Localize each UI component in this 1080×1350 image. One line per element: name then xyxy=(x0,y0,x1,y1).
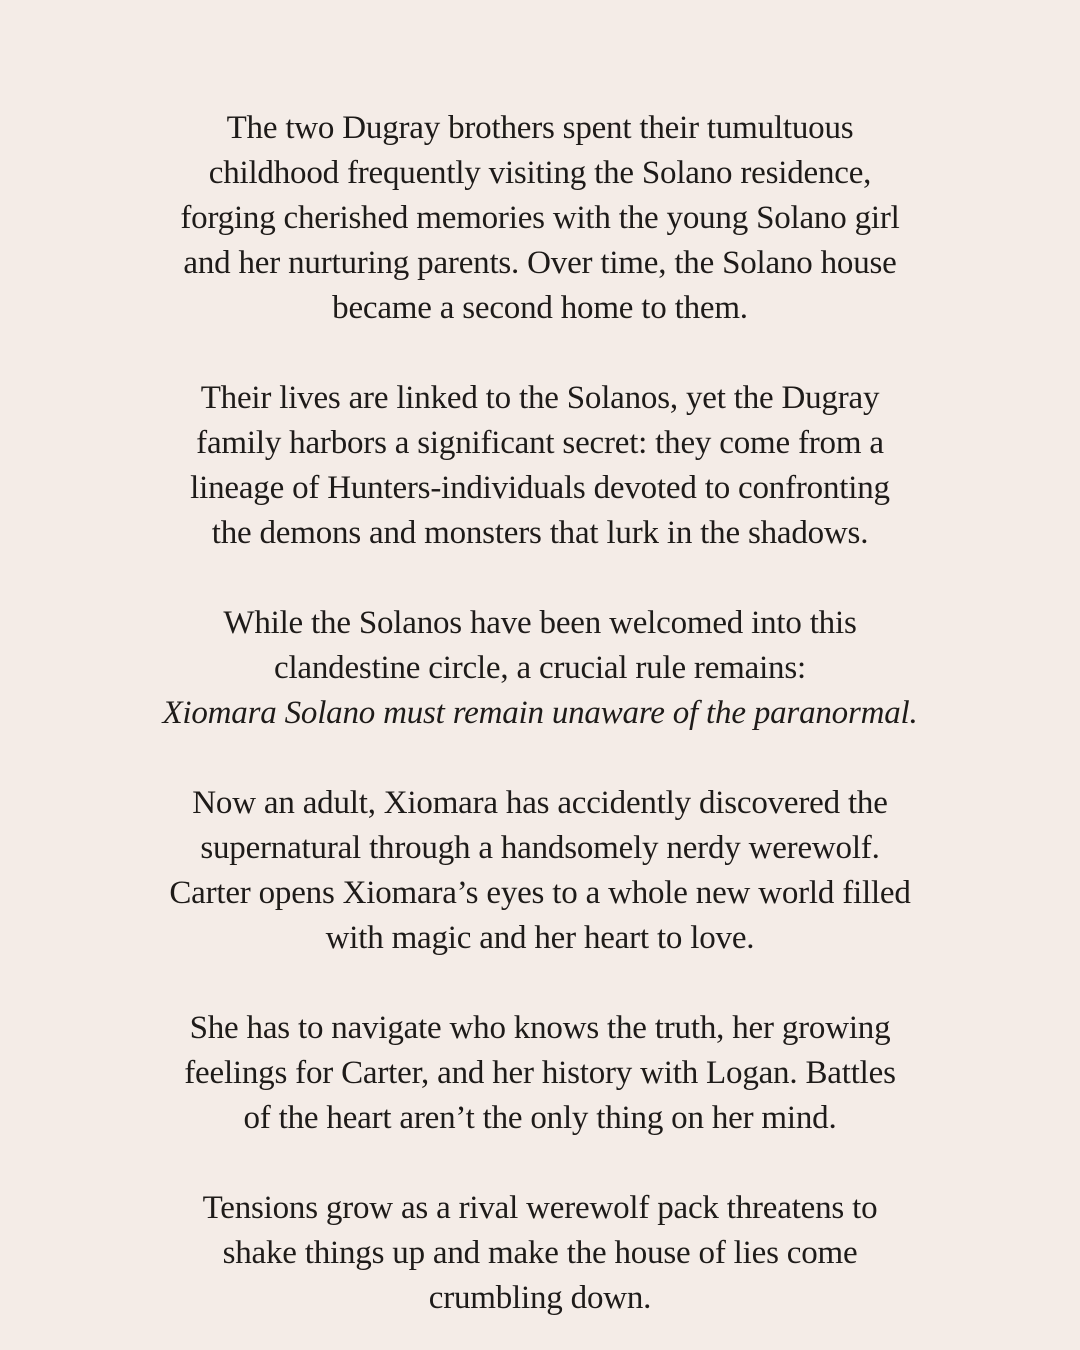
paragraph-discovery xyxy=(0,781,1080,961)
text-line: Carter opens Xiomara’s eyes to a whole new world filled xyxy=(169,875,911,911)
text-line: of the heart aren’t the only thing on her mind. xyxy=(243,1100,837,1136)
text-line: shake things up and make the house of lies come xyxy=(222,1235,858,1271)
text-line: family harbors a significant secret: they come from a xyxy=(196,425,884,461)
paragraph-tensions xyxy=(0,1186,1080,1321)
text-line: crumbling down. xyxy=(428,1280,652,1316)
text-line: and her nurturing parents. Over time, the Solano house xyxy=(183,245,897,281)
paragraph-navigate xyxy=(0,1006,1080,1141)
text-line: While the Solanos have been welcomed into this xyxy=(223,605,857,641)
text-line: The two Dugray brothers spent their tumultuous xyxy=(226,110,854,146)
text-line: forging cherished memories with the young Solano girl xyxy=(180,200,900,236)
text-line: the demons and monsters that lurk in the shadows. xyxy=(211,515,869,551)
text-line: supernatural through a handsomely nerdy werewolf. xyxy=(200,830,880,866)
paragraph-crucial-rule xyxy=(0,601,1080,736)
text-line: Tensions grow as a rival werewolf pack threatens to xyxy=(202,1190,878,1226)
text-line: became a second home to them. xyxy=(332,290,748,326)
text-line: lineage of Hunters-individuals devoted to confronting xyxy=(190,470,890,506)
text-line: Their lives are linked to the Solanos, yet the Dugray xyxy=(200,380,880,416)
paragraph-childhood xyxy=(0,106,1080,331)
text-line: She has to navigate who knows the truth, her growing xyxy=(189,1010,891,1046)
text-line: feelings for Carter, and her history with Logan. Battles xyxy=(184,1055,896,1091)
text-line: childhood frequently visiting the Solano residence, xyxy=(208,155,872,191)
text-line: clandestine circle, a crucial rule remains: xyxy=(274,650,806,686)
text-line: with magic and her heart to love. xyxy=(325,920,755,956)
paragraph-hunters-secret xyxy=(0,376,1080,556)
text-line: Now an adult, Xiomara has accidently discovered the xyxy=(192,785,888,821)
italic-rule-line: Xiomara Solano must remain unaware of the paranormal. xyxy=(162,695,918,731)
